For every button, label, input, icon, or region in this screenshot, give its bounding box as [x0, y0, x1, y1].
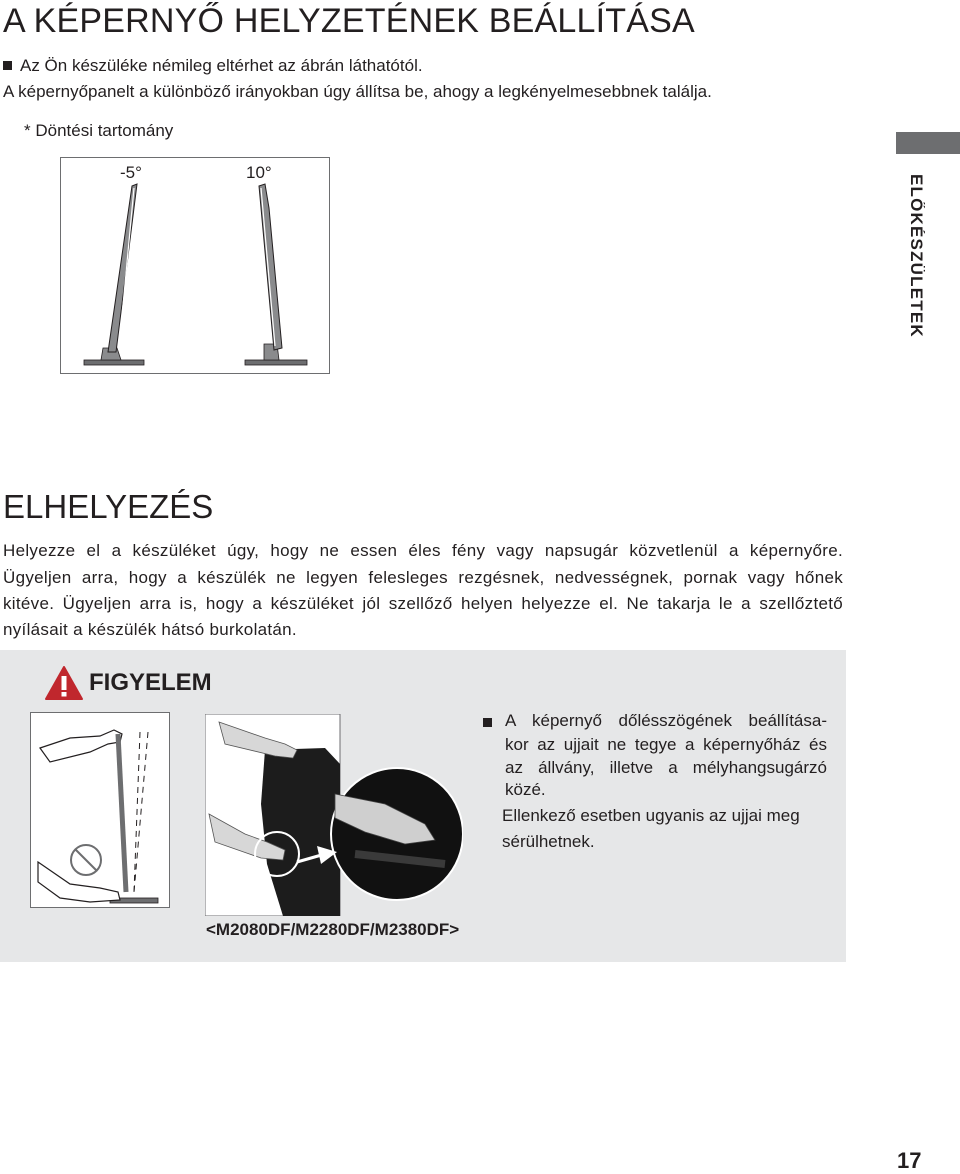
bullet-square-icon: [3, 61, 12, 70]
monitor-right-tilted: [245, 184, 307, 365]
finger-pinch-photo-illustration: [205, 714, 463, 916]
side-tab-bar: [896, 132, 960, 154]
warning-text-line-1: A képernyő dőlésszögének beállítása-: [505, 711, 827, 730]
tilt-figure-svg: [61, 158, 329, 373]
placement-line-1: Helyezze el a készüléket úgy, hogy ne essen éles fény vagy napsugár közvetlenül a képernyőre.: [3, 541, 843, 560]
model-label: <M2080DF/M2280DF/M2380DF>: [206, 920, 460, 939]
warning-text-line-2: kor az ujjait ne tegye a képernyőház és: [505, 735, 827, 754]
note-text-1: Az Ön készüléke némileg eltérhet az ábrán láthatótól.: [20, 56, 423, 75]
tilt-right-angle: 10°: [246, 163, 272, 182]
page-number: 17: [897, 1148, 922, 1173]
page-title: A KÉPERNYŐ HELYZETÉNEK BEÁLLÍTÁSA: [3, 2, 695, 40]
tilt-range-figure: [60, 157, 330, 374]
warning-text-line-5: Ellenkező esetben ugyanis az ujjai meg: [502, 806, 800, 825]
warning-bullet-icon: [483, 713, 495, 725]
monitor-left-tilted: [84, 184, 144, 365]
placement-line-2: Ügyeljen arra, hogy a készülék ne legyen felesleges rezgésnek, nedvességnek, pornak vagy hőnek: [3, 568, 843, 587]
warning-triangle-icon: [44, 665, 84, 706]
side-tab-label: ELŐKÉSZÜLETEK: [907, 174, 925, 338]
warning-text-line-6: sérülhetnek.: [502, 832, 595, 851]
hands-tilting-monitor-illustration: [30, 712, 170, 908]
section-heading-placement: ELHELYEZÉS: [3, 488, 214, 525]
note-line-2: A képernyőpanelt a különböző irányokban úgy állítsa be, ahogy a legkényelmesebbnek találja.: [3, 82, 712, 101]
tilt-left-angle: -5°: [120, 163, 142, 182]
monitor-left-panel: [108, 184, 137, 352]
prohibited-icon: [71, 845, 101, 875]
tilt-range-caption: * Döntési tartomány: [24, 121, 174, 140]
warning-text-line-3: az állvány, illetve a mélyhangsugárzó: [505, 758, 827, 777]
monitor-right-base: [245, 360, 307, 365]
warning-title: FIGYELEM: [89, 669, 212, 696]
warning-text-line-4: közé.: [505, 780, 546, 799]
placement-line-4: nyílásait a készülék hátsó burkolatán.: [3, 620, 297, 639]
note-line-1: [3, 56, 423, 76]
side-tab-svg: [885, 170, 925, 360]
side-tab: [885, 170, 925, 360]
placement-line-3: kitéve. Ügyeljen arra is, hogy a készüléket jól szellőző helyen helyezze el. Ne takarja le a szellőztető: [3, 594, 843, 613]
monitor-left-base: [84, 360, 144, 365]
